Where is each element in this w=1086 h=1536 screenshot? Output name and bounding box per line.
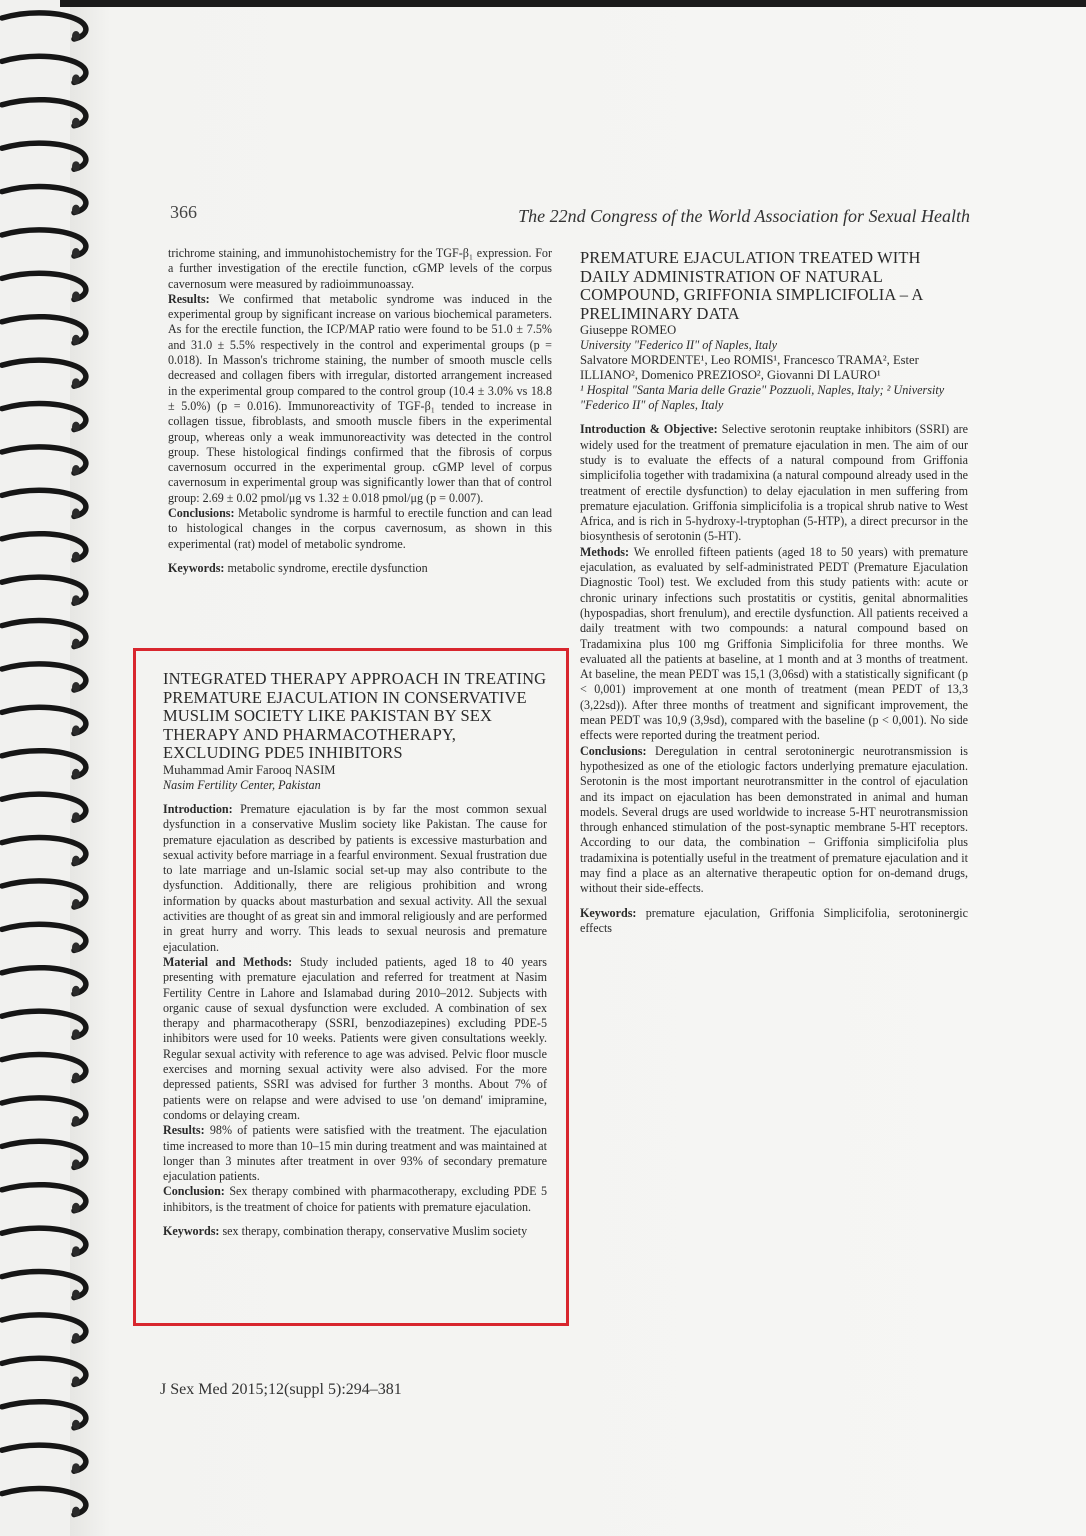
abstract-title: INTEGRATED THERAPY APPROACH IN TREATING PREMATURE EJACULATION IN CONSERVATIVE MUSLIM SOCIETY LIKE PAKISTAN BY SEX THERAPY AND PHARMACOTHERAPY, EXCLUDING PDE5 INHIBITORS	[163, 669, 547, 763]
spiral-coil	[2, 968, 86, 996]
spiral-coil	[2, 230, 86, 258]
spiral-coil	[2, 273, 86, 301]
spiral-coil	[2, 360, 86, 388]
spiral-coil	[2, 751, 86, 779]
spiral-coil	[2, 881, 86, 909]
abstract-title: PREMATURE EJACULATION TREATED WITH DAILY ADMINISTRATION OF NATURAL COMPOUND, GRIFFONIA SIMPLICIFOLIA – A PRELIMINARY DATA	[580, 248, 923, 323]
spiral-coil	[2, 534, 86, 562]
methods-label: Material and Methods:	[163, 954, 293, 969]
spiral-coil	[2, 317, 86, 345]
intro-paragraph: trichrome staining, and immunohistochemistry for the TGF-β₁ expression. For a further investigation of the erectile function, cGMP levels of the corpus cavernosum were measured by radioimmunoassay.	[168, 246, 552, 291]
conclusions-label: Conclusions:	[580, 743, 647, 758]
methods-paragraph: Material and Methods: Study included patients, aged 18 to 40 years presenting with premature ejaculation and referred for treatment at Nasim Fertility Centre in Lahore and Islamabad during 2010–2012. Subjects with organic cause of sexual dysfunction were excluded. A combination of sex therapy and pharmacotherapy (SSRI, benzodiazepines) excluding PDE-5 inhibitors were used for 10 weeks. Patients were given consultations weekly. Regular sexual activity with reference to age was advised. Pelvic floor muscle exercises and morning sexual activity were also advised. For the more depressed patients, SSRI was advised for further 3 months. About 7% of patients were on relapse and were advised to use 'on demand' imipramine, condoms or delaying cream.	[163, 954, 547, 1122]
abstract-coauthors: Salvatore MORDENTE¹, Leo ROMIS¹, Francesco TRAMA², Ester ILLIANO², Domenico PREZIOSO², Giovanni DI LAURO¹	[580, 353, 919, 383]
conclusions-paragraph: Conclusions: Metabolic syndrome is harmful to erectile function and can lead to histological changes in the corpus cavernosum, as shown in this experimental (rat) model of metabolic syndrome.	[168, 506, 552, 551]
spiral-coil	[2, 143, 86, 171]
methods-label: Methods:	[580, 544, 630, 559]
spiral-coil	[2, 1141, 86, 1169]
conclusion-label: Conclusion:	[163, 1184, 225, 1199]
results-label: Results:	[168, 291, 210, 306]
abstract-author: Muhammad Amir Farooq NASIM	[163, 762, 336, 777]
left-column-continued-abstract	[168, 246, 552, 576]
spiral-coil	[2, 577, 86, 605]
spiral-coil	[2, 1272, 86, 1300]
spiral-coil	[2, 100, 86, 128]
introduction-label: Introduction:	[163, 801, 233, 816]
spiral-coil	[2, 1228, 86, 1256]
spiral-coil	[2, 664, 86, 692]
spiral-coil	[2, 1402, 86, 1430]
conclusion-paragraph: Conclusion: Sex therapy combined with pharmacotherapy, excluding PDE 5 inhibitors, is the treatment of choice for patients with premature ejaculation.	[163, 1184, 547, 1214]
spiral-coil	[2, 490, 86, 518]
spiral-binding	[0, 0, 92, 1536]
spiral-coil	[2, 1055, 86, 1083]
abstract-affiliation: University "Federico II" of Naples, Italy	[580, 338, 778, 353]
page-top-edge	[60, 0, 1086, 7]
spiral-coil	[2, 187, 86, 215]
footer-citation: J Sex Med 2015;12(suppl 5):294–381	[160, 1381, 402, 1398]
spiral-coil	[2, 56, 86, 84]
methods-paragraph: Methods: We enrolled fifteen patients (aged 18 to 50 years) with premature ejaculation, as evaluated by self-administrated PEDT (Premature Ejaculation Diagnostic Tool) test. We excluded from this study patients with: acute or chronic urinary infections such prostatitis or cystitis, genital abnormalities (hypospadias, short frenulum), and erectile dysfunction. All patients received a daily treatment with two compounds: a natural compound based on Tradamixina plus 100 mg Griffonia Simplicifolia for three months. We evaluated all the patients at baseline, at 1 month and at 3 months of treatment. At baseline, the mean PEDT was 15,1 (3,06sd) with a statistically significant (p < 0,001) improvement at one month of treatment (mean PEDT of 13,3 (3,22sd)). After three months of treatment and significant improvement, the mean PEDT was 10,9 (3,9sd), compared with the baseline (p < 0,001). No side effects were reported during the treatment period.	[580, 544, 969, 743]
keywords-paragraph: Keywords: sex therapy, combination therapy, conservative Muslim society	[163, 1223, 528, 1238]
introduction-paragraph: Introduction & Objective: Selective serotonin reuptake inhibitors (SSRI) are widely used for the treatment of premature ejaculation in men. The aim of our study is to evaluate the effects of a natural compound from Griffonia simplicifolia together with tradamixina (a natural compound already used in the treatment of erectile dysfunction) to delay ejaculation in men suffering from premature ejaculation. Griffonia simplicifolia is a tropical shrub native to West Africa, and is rich in 5-hydroxy-l-tryptophan (5-HTP), a direct precursor in the biosynthesis of serotonin (5-HT).	[580, 422, 968, 544]
spiral-coil	[2, 794, 86, 822]
spiral-coil	[2, 1185, 86, 1213]
abstract-author: Giuseppe ROMEO	[580, 323, 677, 338]
keywords-label: Keywords:	[168, 560, 225, 575]
spiral-coil	[2, 924, 86, 952]
abstract-affiliation: Nasim Fertility Center, Pakistan	[163, 777, 321, 792]
spiral-coil	[2, 1098, 86, 1126]
spiral-coil	[2, 1011, 86, 1039]
boxed-abstract	[163, 670, 547, 1239]
results-paragraph: Results: 98% of patients were satisfied with the treatment. The ejaculation time increased to more than 10–15 min during treatment and was maintained at longer than 3 minutes after treatment in over 93% of secondary premature ejaculation patients.	[163, 1123, 548, 1184]
spiral-coil	[2, 621, 86, 649]
spiral-coil	[2, 447, 86, 475]
conclusions-paragraph: Conclusions: Deregulation in central serotoninergic neurotransmission is hypothesized as one of the etiologic factors underlying premature ejaculation. Serotonin is the most important neurotransmitter in the control of ejaculation and its impact on ejaculation has been demonstrated in animal and human models. Several drugs are used worldwide to increase 5-HT neurotransmission through enhanced stimulation of the post-synaptic membrane 5-HT receptors. According to our data, the combination – Griffonia simplicifolia plus tradamixina is potentially useful in the treatment of premature ejaculation and it may find a place as an alternative therapeutic option for on-demand drugs, without their side-effects.	[580, 743, 968, 896]
keywords-label: Keywords:	[163, 1223, 220, 1238]
abstract-coaffiliations: ¹ Hospital "Santa Maria delle Grazie" Pozzuoli, Naples, Italy; ² University "Federico II" of Naples, Italy	[580, 383, 945, 413]
spiral-coil	[2, 1358, 86, 1386]
results-label: Results:	[163, 1123, 205, 1138]
spiral-coil	[2, 1315, 86, 1343]
spiral-coil	[2, 1489, 86, 1517]
spiral-coil	[2, 707, 86, 735]
results-paragraph: Results: We confirmed that metabolic syndrome was induced in the experimental group by significant increase on various biochemical parameters. As for the erectile function, the ICP/MAP ratio were found to be 51.0 ± 7.5% and 31.0 ± 5.5% respectively in the control and experimental groups (p = 0.018). In Masson's trichrome staining, the number of smooth muscle cells decreased and collagen fibers with irregular, distorted arrangement increased in the experimental group compared to the control group (10.4 ± 3.0% vs 18.8 ± 5.0%) (p = 0.016). Immunoreactivity of TGF-β₁ tended to increase in collagen tissue, fibroblasts, and smooth muscle fibers in the experimental group, whereas only a weak immunoreactivity was detected in the control group. These histological findings confirmed that the fibrosis of corpus cavernosum occurred in the experimental group. cGMP level of corpus cavernosum in experimental group was significantly lower than that of control group: 2.69 ± 0.02 pmol/μg vs 1.32 ± 0.018 pmol/μg (p = 0.007).	[168, 291, 552, 505]
introduction-label: Introduction & Objective:	[580, 422, 718, 437]
spiral-coil	[2, 13, 86, 41]
keywords-paragraph: Keywords: premature ejaculation, Griffonia Simplicifolia, serotoninergic effects	[580, 905, 968, 935]
running-head	[170, 198, 970, 232]
right-abstract	[580, 249, 968, 936]
spiral-coil	[2, 404, 86, 432]
spiral-coil	[2, 838, 86, 866]
keywords-paragraph: Keywords: metabolic syndrome, erectile dysfunction	[168, 560, 428, 575]
conclusions-label: Conclusions:	[168, 506, 235, 521]
introduction-paragraph: Introduction: Premature ejaculation is by far the most common sexual dysfunction in a conservative Muslim society like Pakistan. The cause for premature ejaculation as described by patients is excessive masturbation and sexual activity before marriage in a fearful environment. Sexual frustration due to late marriage and un-Islamic social set-up may also contribute to the dysfunction. Additionally, there are religious prohibition and wrong information by quacks about masturbation and sexual activity. All the sexual activities are thought of as great sin and immoral religiously and are performed in great hurry and worry. This leads to sexual neurosis and premature ejaculation.	[163, 801, 547, 954]
page-number: 366	[170, 202, 197, 222]
journal-title: The 22nd Congress of the World Association for Sexual Health	[518, 206, 970, 226]
keywords-label: Keywords:	[580, 905, 637, 920]
spiral-coil	[2, 1445, 86, 1473]
